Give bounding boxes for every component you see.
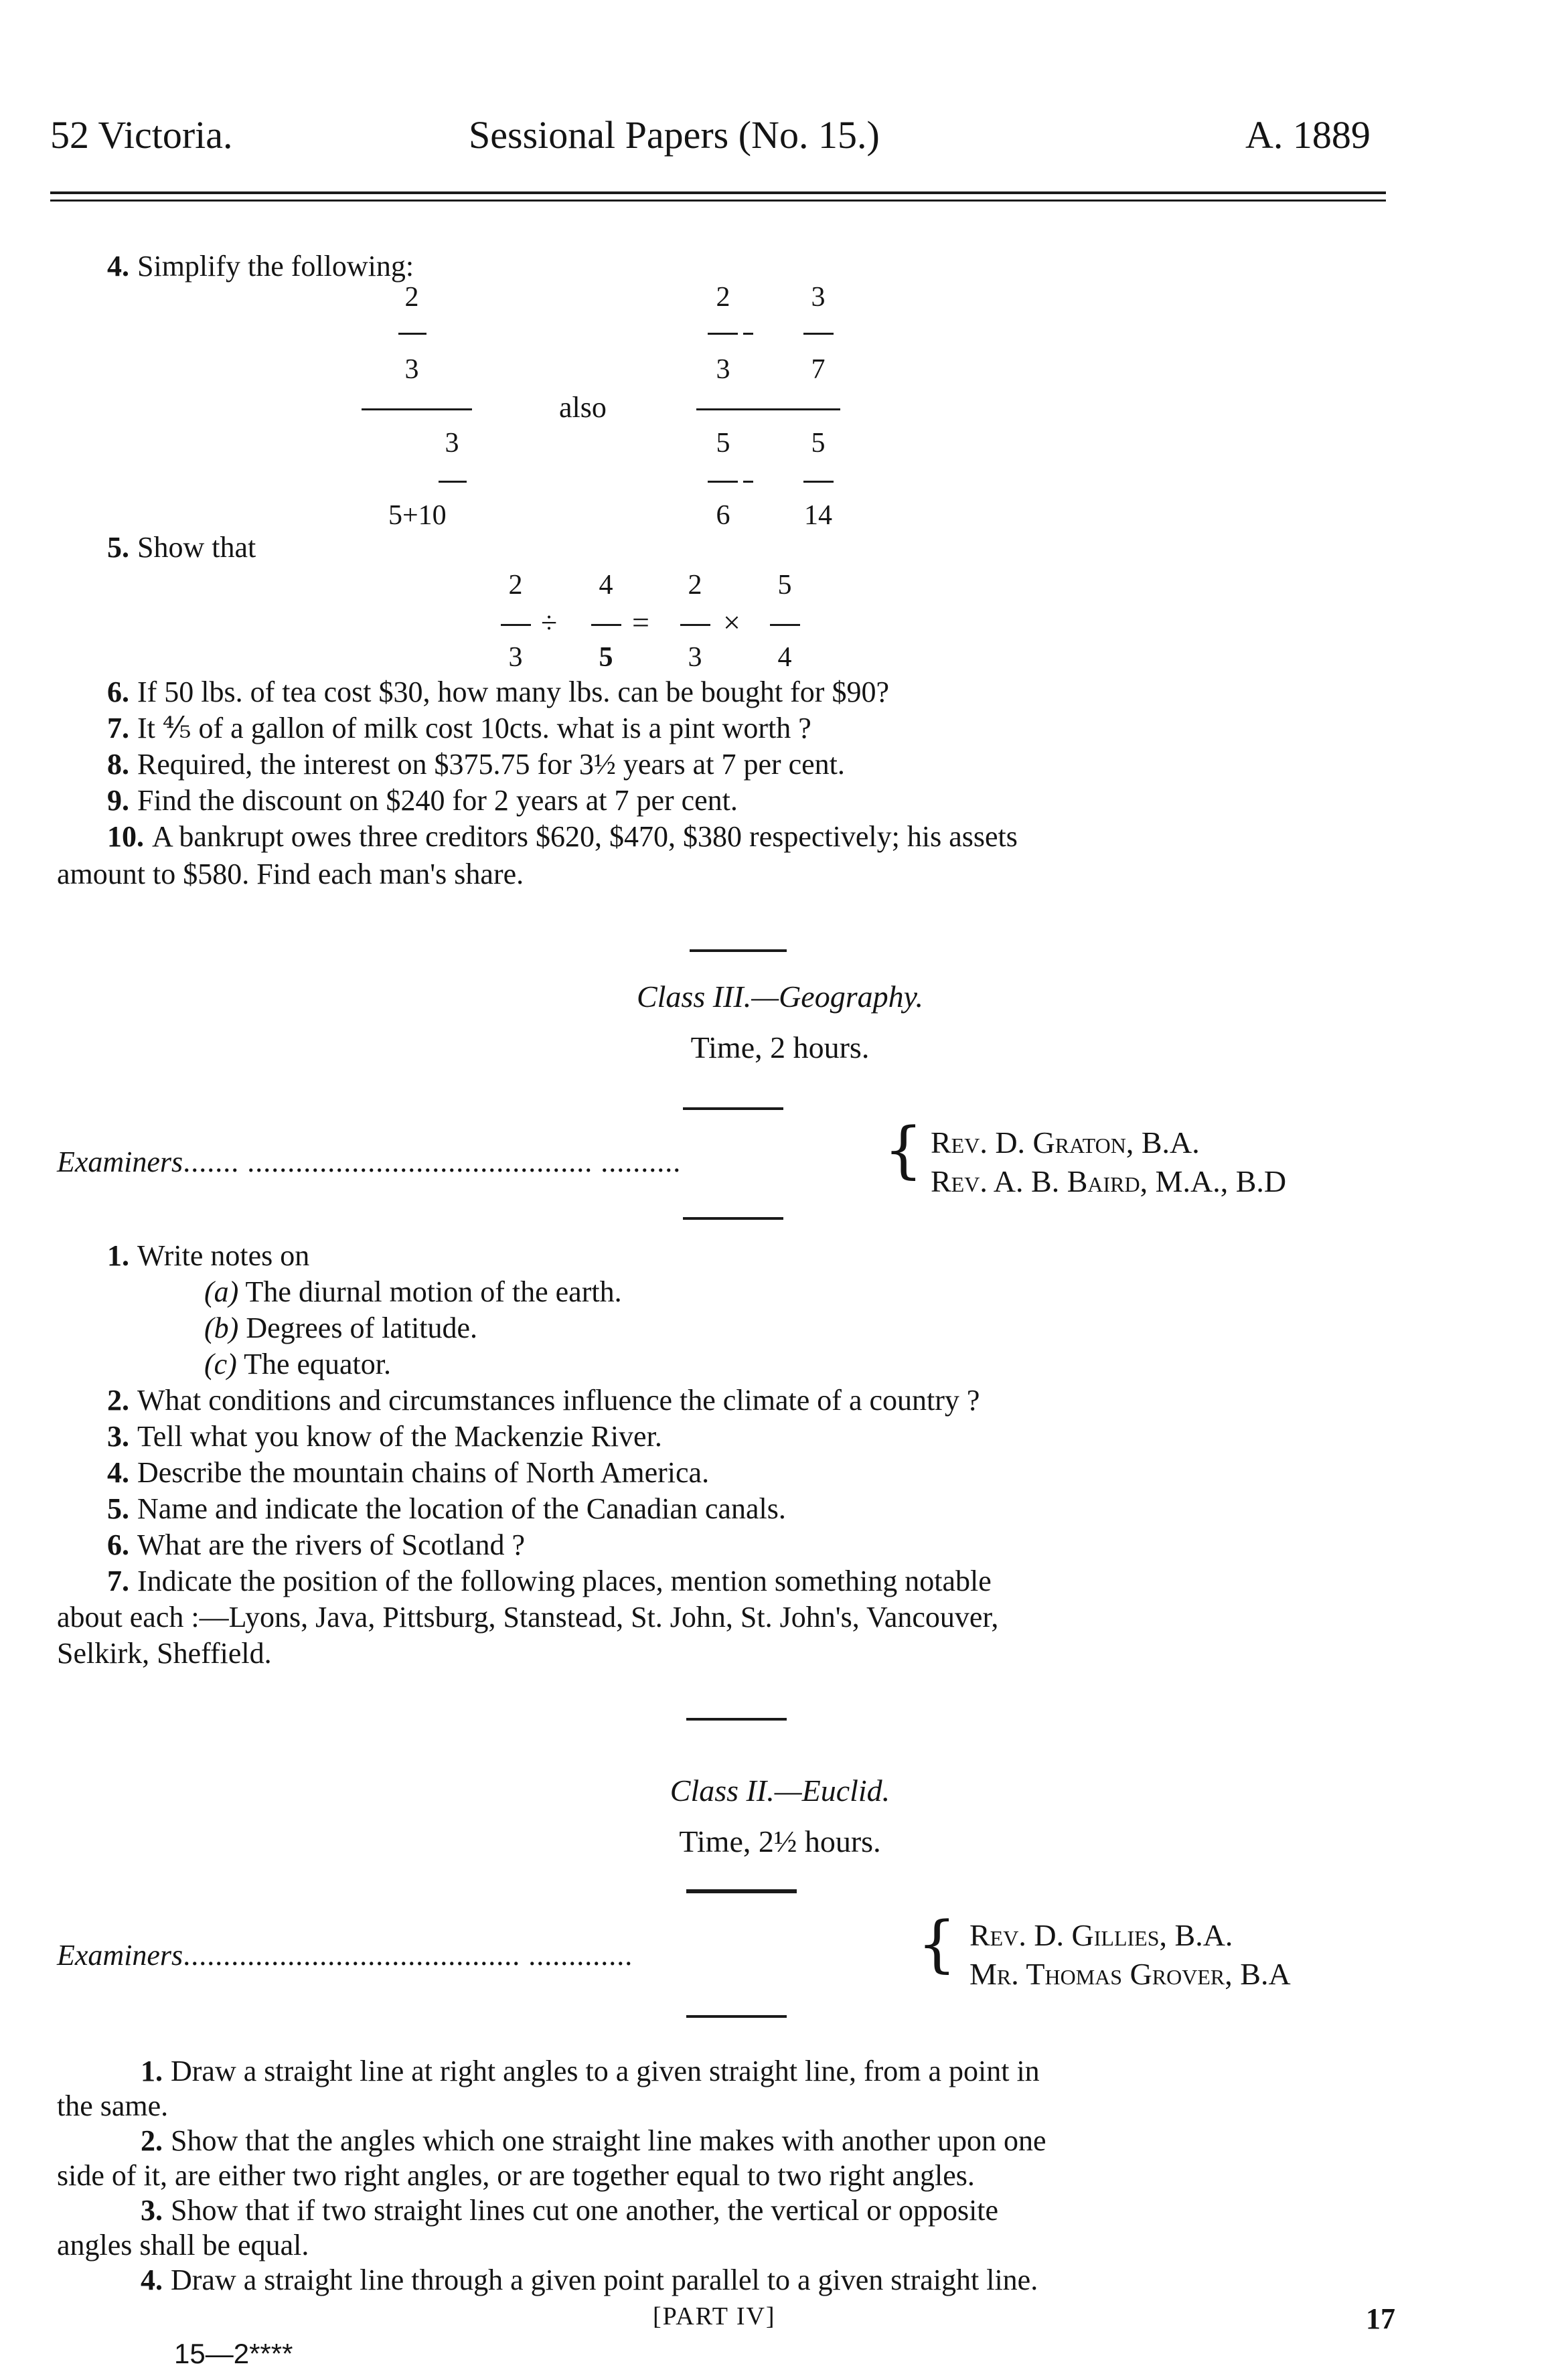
question-text: Write notes on [137,1239,310,1272]
question-text: Indicate the position of the following places, mention something notable [137,1565,992,1597]
question-10 [107,819,1018,854]
frac1-main-bar [362,408,472,410]
eq-bar3 [680,624,710,626]
sub-text: The diurnal motion of the earth. [245,1275,622,1308]
question-number: 1. [141,2055,163,2087]
header-rule-top [50,191,1386,194]
geo-question-4 [107,1455,709,1490]
examiner-name: Rev. A. B. Baird, M.A., B.D [931,1164,1287,1198]
geography-examiners: Examiners....... ........................................... .......... [57,1145,682,1178]
geography-title: Class III.—Geography. [636,979,924,1014]
frac2-n3: 5 [716,428,730,459]
frac2-n1: 2 [716,282,730,313]
question-number: 1. [107,1239,129,1272]
eq-n4: 5 [777,570,792,601]
frac1-top-a: 2 [404,282,419,313]
examiners-label: Examiners [57,1939,183,1972]
section-divider [686,1718,787,1721]
sub-text: The equator. [244,1348,391,1380]
eq-times: × [723,605,740,639]
euclid-question-1 [141,2054,1040,2088]
question-7 [107,711,811,745]
eq-bar4 [770,624,800,626]
geo-question-7 [107,1564,992,1598]
euclid-examiners: Examiners.......................................... ............. [57,1939,633,1972]
geography-time: Time, 2 hours. [690,1030,870,1064]
eq-d4: 4 [777,642,792,673]
page-number: 17 [1366,2302,1395,2335]
section-divider [690,949,787,952]
eq-bar2 [591,624,621,626]
frac2-n2: 3 [811,282,826,313]
eq-d2: 5 [599,642,613,673]
geo-question-7-continued: Selkirk, Sheffield. [57,1637,272,1670]
eq-bar1 [501,624,531,626]
geo-question-5 [107,1492,786,1526]
question-5 [107,530,256,564]
question-number: 9. [107,784,129,817]
section-divider [683,1107,783,1110]
section-divider [686,2015,787,2018]
question-number: 2. [141,2124,163,2157]
question-text: Show that the angles which one straight line makes with another upon one [171,2124,1046,2157]
examiner-name: Rev. D. Gillies, B.A. [969,1918,1233,1952]
geo-question-1 [107,1239,309,1273]
euclid-question-2 [141,2124,1046,2158]
header-center: Sessional Papers (No. 15.) [469,113,880,157]
eq-equals: = [632,605,649,639]
euclid-question-4 [141,2263,1038,2297]
sub-label: (c) [204,1348,237,1380]
question-text: Show that if two straight lines cut one another, the vertical or opposite [171,2194,999,2227]
question-number: 3. [107,1420,129,1453]
frac1-bar-b [439,481,467,483]
geo-question-2 [107,1383,980,1417]
question-text: A bankrupt owes three creditors $620, $470, $380 respectively; his assets [152,820,1018,853]
frac2-bar2 [803,333,834,335]
question-number: 5. [107,1492,129,1525]
question-number: 8. [107,748,129,781]
geo-question-7-continued: about each :—Lyons, Java, Pittsburg, Stanstead, St. John, St. John's, Vancouver, [57,1601,999,1634]
question-8 [107,747,845,781]
sub-label: (a) [204,1275,239,1308]
question-text: Show that [137,531,256,564]
question-number: 6. [107,676,129,708]
question-number: 4. [107,1456,129,1489]
frac2-d1: 3 [716,354,730,385]
euclid-question-1-continued: the same. [57,2089,169,2122]
eq-d3: 3 [688,642,702,673]
question-text: What conditions and circumstances influence the climate of a country ? [137,1384,980,1417]
euclid-question-3 [141,2193,998,2227]
question-text: Describe the mountain chains of North America. [137,1456,710,1489]
frac2-d4: 14 [804,500,832,531]
geo-sub-c [204,1347,391,1381]
question-text: If 50 lbs. of tea cost $30, how many lbs. can be bought for $90? [137,676,889,708]
footer-part: [PART IV] [653,2302,776,2330]
euclid-question-2-continued: side of it, are either two right angles, or are together equal to two right angles. [57,2159,975,2192]
section-divider [683,1217,783,1220]
sub-label: (b) [204,1312,239,1344]
question-4 [107,249,414,283]
printer-signature: 15—2**** [174,2338,293,2369]
eq-n1: 2 [508,570,523,601]
frac1-bot-b: 5+10 [388,500,447,531]
question-number: 10. [107,820,144,853]
frac2-mid-dash2 [743,481,753,483]
frac2-main-bar [696,408,840,410]
euclid-time: Time, 2½ hours. [679,1824,881,1858]
question-number: 4. [141,2264,163,2296]
frac2-d3: 6 [716,500,730,531]
question-10-continued: amount to $580. Find each man's share. [57,858,524,890]
examiners-brace: { [917,1908,957,1980]
sub-text: Degrees of latitude. [246,1312,478,1344]
header-rule-bottom [50,200,1386,202]
question-text: Simplify the following: [137,250,414,283]
eq-n2: 4 [599,570,613,601]
question-number: 7. [107,712,129,744]
question-number: 3. [141,2194,163,2227]
geo-sub-b [204,1311,477,1345]
frac1-bot-a: 3 [404,354,419,385]
geo-question-6 [107,1528,525,1562]
question-text: What are the rivers of Scotland ? [137,1528,526,1561]
question-text: It ⅘ of a gallon of milk cost 10cts. what is a pint worth ? [137,712,811,744]
question-text: Required, the interest on $375.75 for 3½ years at 7 per cent. [137,748,845,781]
question-number: 4. [107,250,129,283]
frac2-bar1 [708,333,738,335]
section-divider [686,1889,797,1893]
question-number: 7. [107,1565,129,1597]
examiner-name: Mr. Thomas Grover, B.A [969,1957,1291,1991]
frac2-d2: 7 [811,354,826,385]
examiners-label: Examiners [57,1145,183,1178]
frac2-bar3 [708,481,738,483]
eq-n3: 2 [688,570,702,601]
examiner-name: Rev. D. Graton, B.A. [931,1125,1200,1160]
frac1-bar-a [398,333,426,335]
question-6 [107,675,889,709]
examiners-brace: { [884,1114,923,1186]
also-label: also [559,391,607,424]
question-text: Tell what you know of the Mackenzie River. [137,1420,662,1453]
question-text: Draw a straight line at right angles to a given straight line, from a point in [171,2055,1040,2087]
frac2-bar4 [803,481,834,483]
geo-sub-a [204,1275,622,1309]
question-text: Draw a straight line through a given point parallel to a given straight line. [171,2264,1038,2296]
header-left: 52 Victoria. [50,113,233,157]
question-9 [107,783,738,817]
question-number: 2. [107,1384,129,1417]
euclid-title: Class II.—Euclid. [670,1773,890,1808]
question-number: 6. [107,1528,129,1561]
frac2-n4: 5 [811,428,826,459]
header-right: A. 1889 [1245,113,1371,157]
frac1-top-b: 3 [445,428,459,459]
eq-d1: 3 [508,642,523,673]
question-text: Name and indicate the location of the Canadian canals. [137,1492,786,1525]
eq-divide: ÷ [541,607,558,639]
euclid-question-3-continued: angles shall be equal. [57,2229,309,2262]
question-text: Find the discount on $240 for 2 years at 7 per cent. [137,784,738,817]
frac2-mid-dash [743,333,753,335]
geo-question-3 [107,1419,662,1453]
question-number: 5. [107,531,129,564]
